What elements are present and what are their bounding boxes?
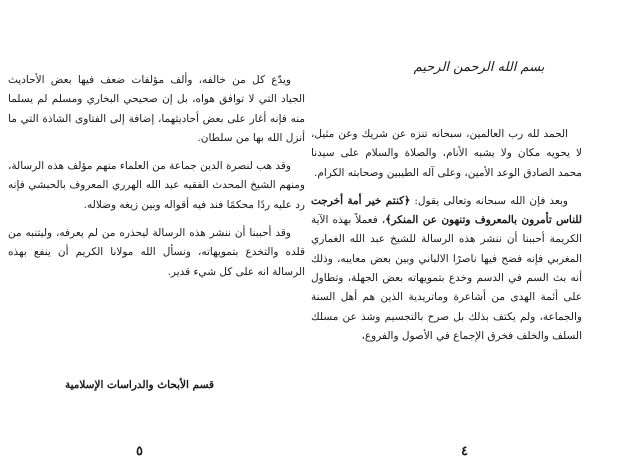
right-paragraph-2 bbox=[311, 192, 582, 346]
left-paragraph-2: وقد هب لنصرة الدين جماعة من العلماء منهم مؤلف هذه الرسالة، ومنهم الشيخ المحدث الفقيه عبد الله الهرري المعروف بالحبشي فإنه رد عليه ردًا محكمًا فند فيه أقواله وبين زيغه وضلاله. bbox=[8, 160, 305, 211]
left-paragraph-1: ويدّع كل من خالفه، وألف مؤلفات ضعف فيها بعض الأحاديث الجياد التي لا توافق هواه، بل إن صحيحي البخاري ومسلم لم يسلما منه فإنه أغار على بعض أحاديثهما، إضافة إلى الفتاوى الشاذة التي ما أنزل الله بها من سلطان. bbox=[8, 74, 305, 144]
right-page-body bbox=[311, 125, 582, 346]
right-page-number: ٤ bbox=[461, 444, 468, 459]
left-paragraph-3: وقد أحببنا أن ننشر هذه الرسالة ليحذره من لم يعرفه، وليتنبه من قلده والتخدع بتمويهاته، ونسأل الله مولانا الكريم أن ينفع بهذه الرسالة انه على كل شيء قدير. bbox=[8, 227, 305, 278]
right-paragraph-1: الحمد لله رب العالمين، سبحانه تنزه عن شريك وعن مثيل، لا يحويه مكان ولا يشبه الأنام، والصلاة والسلام على سيدنا محمد الصادق الوعد الأمين، وعلى آله الطيبين وصحابته الكرام. bbox=[311, 128, 582, 179]
publisher-signature: قسم الأبحاث والدراسات الإسلامية bbox=[65, 379, 214, 391]
left-page-body bbox=[8, 71, 305, 282]
paragraph-2-intro: وبعد فإن الله سبحانه وتعالى يقول: bbox=[410, 194, 568, 207]
left-page-number: ٥ bbox=[136, 444, 143, 459]
quran-verse: ﴿كنتم خير أمة أخرجت للناس تأمرون بالمعروف وتنهون عن المنكر﴾ bbox=[311, 194, 582, 227]
basmala-heading: بسم الله الرحمن الرحيم bbox=[413, 60, 545, 75]
paragraph-2-rest: ، فعملاً بهذه الآية الكريمة أحببنا أن ننشر هذه الرسالة للشيخ عبد الله الغماري المغربي فإنه فضح فيها ناصرًا الالباني وبين بعض معايبه، وذلك أنه بث السم في الدسم وخدع بتمويهاته بعض الجهلة، وتطاول على أئمة الهدى من أشاعرة وماتريدية الذين هم أهل السنة والجماعة، ولم يكتف بذلك بل صرح بالتجسيم وشذ عن مسلك السلف والخلف فخرق الإجماع في الأصول والفروع، bbox=[311, 214, 582, 342]
